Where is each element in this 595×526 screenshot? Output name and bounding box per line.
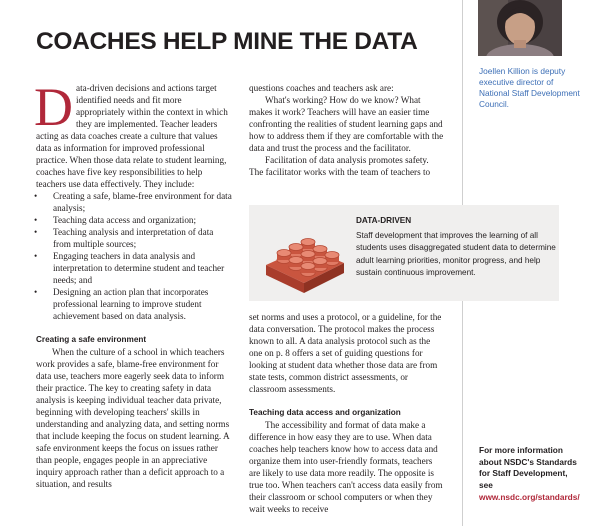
callout-image bbox=[262, 213, 346, 293]
drop-cap: D bbox=[34, 77, 73, 137]
body-paragraph: Facilitation of data analysis promotes safety. The facilitator works with the team of teachers to bbox=[249, 155, 431, 177]
more-info-note bbox=[479, 445, 579, 504]
list-item bbox=[36, 214, 232, 226]
list-item-text: Engaging teachers in data analysis and interpretation to determine student and teacher needs; and bbox=[53, 251, 225, 285]
bullet-symbol: • bbox=[34, 191, 38, 201]
red-building-block-icon bbox=[262, 213, 346, 293]
author-photo bbox=[478, 0, 562, 56]
bullet-list bbox=[36, 190, 232, 322]
callout-text-block bbox=[356, 215, 556, 280]
bullet-symbol: • bbox=[34, 251, 38, 261]
callout-text: Staff development that improves the learning of all students uses disaggregated student data to determine adult learning priorities, monitor progress, and help sustain continuous improvement. bbox=[356, 230, 556, 277]
column-right-top bbox=[249, 82, 445, 178]
list-item bbox=[36, 250, 232, 286]
subhead-safe-environment: Creating a safe environment bbox=[36, 335, 147, 344]
body-paragraph: What's working? How do we know? What makes it work? Teachers will have an easier time confronting the realities of student learning gaps and how to address them if they are comfortable with the data and trust the process and the facilitator. bbox=[249, 95, 444, 153]
list-item-text: Creating a safe, blame-free environment for data analysis; bbox=[53, 191, 232, 213]
more-info-text: For more information about NSDC's Standards for Staff Development, see bbox=[479, 445, 577, 491]
bullet-symbol: • bbox=[34, 227, 38, 237]
body-paragraph: questions coaches and teachers ask are: bbox=[249, 83, 394, 93]
list-item-text: Designing an action plan that incorporates professional learning to improve student achievement based on data analysis. bbox=[53, 287, 209, 321]
column-right-bottom bbox=[249, 311, 445, 515]
intro-text: ata-driven decisions and actions target identified needs and fit more appropriately within the context in which they are implemented. Teacher leaders acting as data coaches create a culture that values data as information for improved professional practice. When those data relate to student learning, coaches have five key responsibilities to help teachers use data effectively. They include: bbox=[36, 83, 228, 189]
list-item bbox=[36, 226, 232, 250]
list-item-text: Teaching analysis and interpretation of data from multiple sources; bbox=[53, 227, 214, 249]
column-left bbox=[34, 77, 232, 490]
author-caption: Joellen Killion is deputy executive director of National Staff Development Council. bbox=[479, 66, 580, 109]
list-item-text: Teaching data access and organization; bbox=[53, 215, 197, 225]
callout-heading: DATA-DRIVEN bbox=[356, 216, 412, 225]
article-title: COACHES HELP MINE THE DATA bbox=[36, 28, 418, 55]
bullet-symbol: • bbox=[34, 215, 38, 225]
intro-paragraph bbox=[34, 77, 232, 190]
standards-link[interactable]: www.nsdc.org/standards/ bbox=[479, 491, 580, 502]
body-paragraph: set norms and uses a protocol, or a guideline, for the data conversation. The protocol makes the process known to all. A data analysis protocol such as the one on p. 8 offers a set of guiding questions for looking at student data whether those data are from state tests, common district assessments, or classroom assessments. bbox=[249, 312, 442, 394]
author-portrait-icon bbox=[478, 0, 562, 56]
list-item bbox=[36, 190, 232, 214]
subhead-data-access: Teaching data access and organization bbox=[249, 408, 401, 417]
body-paragraph: The accessibility and format of data make a difference in how easy they are to use. When data coaches help teachers know how to access data and organize them into user-friendly formats, teachers are likely to use data more readily. The opposite is true too. When teachers can't access data easily from their classroom or school computers or when they wait weeks to receive bbox=[249, 420, 443, 514]
list-item bbox=[36, 286, 232, 322]
bullet-symbol: • bbox=[34, 287, 38, 297]
body-paragraph: When the culture of a school in which teachers work provides a safe, blame-free environment for data use, teachers more eagerly seek data to inform their practice. The key to creating safety in data analysis is keeping individual teacher data private, beginning with developing teachers' skills in understanding and analyzing data, and setting norms that include keeping the focus on student learning. A safe environment keeps the focus on issues rather than people, engages people in an appreciative inquiry approach rather than a deficit approach to a situation, and results bbox=[36, 347, 230, 489]
